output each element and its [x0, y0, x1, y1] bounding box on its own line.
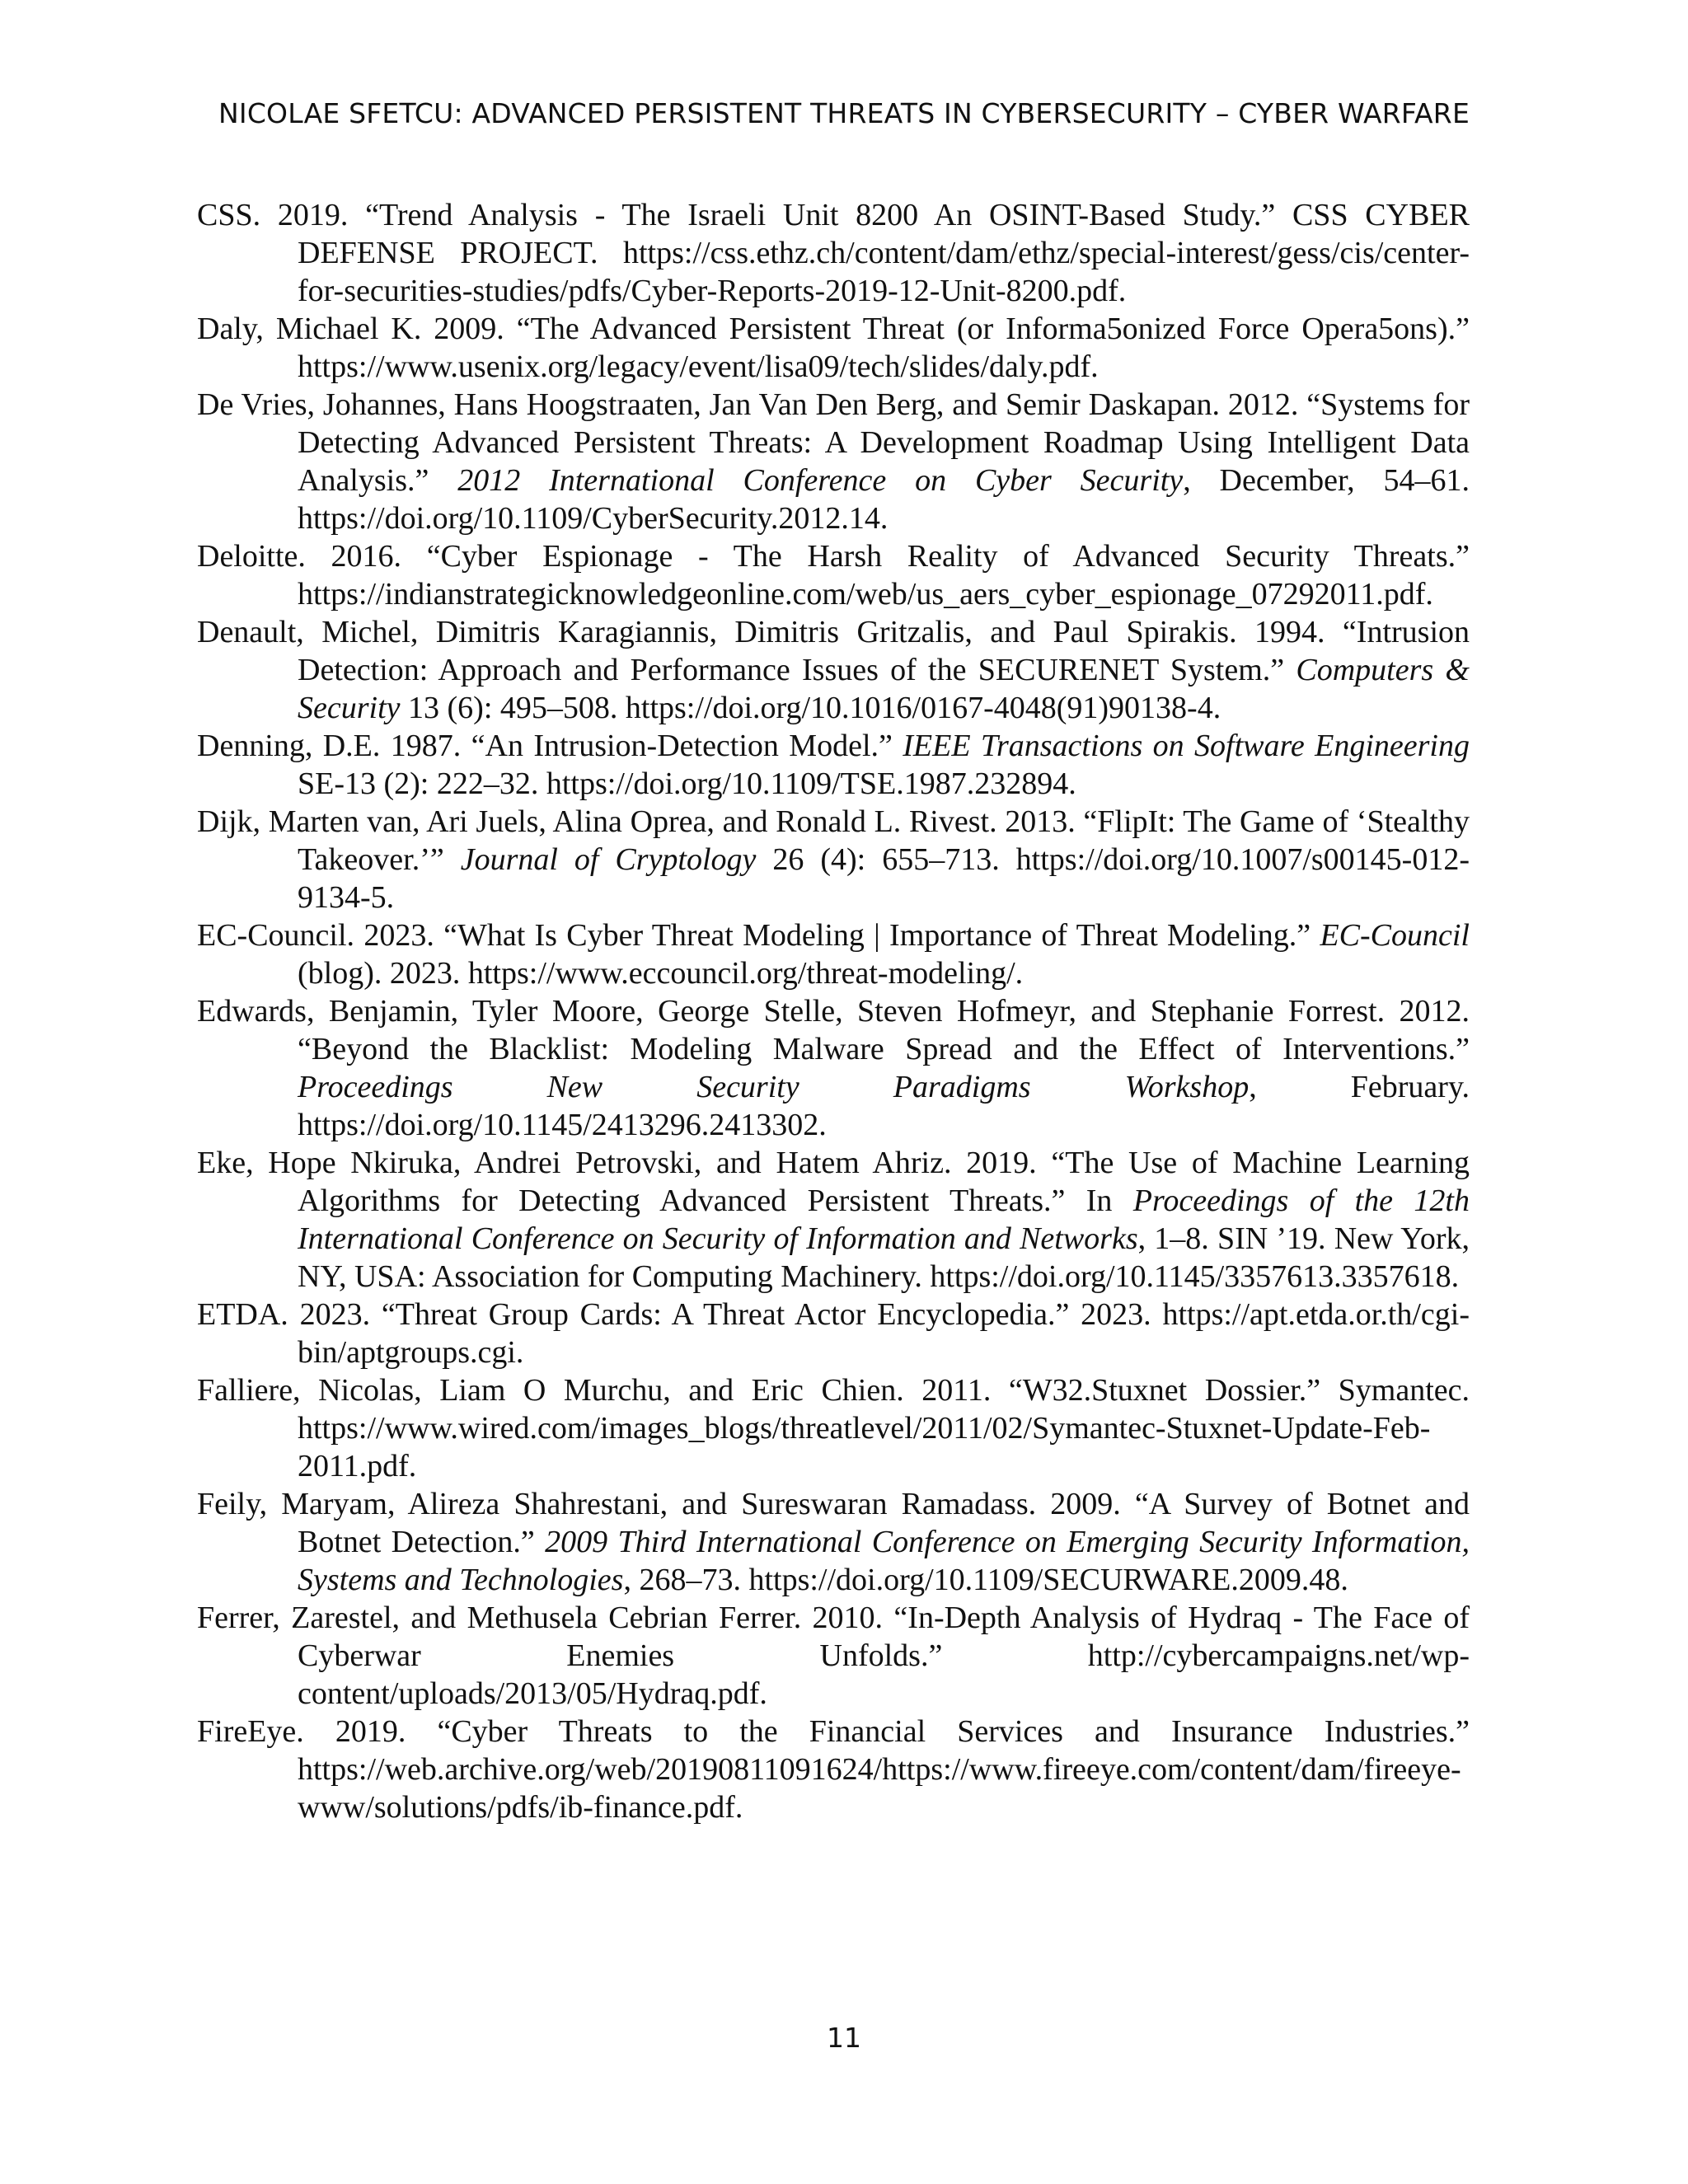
reference-text: Denault, Michel, Dimitris Karagiannis, Dimitris Gritzalis, and Paul Spirakis. 1994. “Intrusion Detection: Approach and Performance Issues of the SECURENET System.” — [197, 615, 1470, 687]
reference-text: FireEye. 2019. “Cyber Threats to the Financial Services and Insurance Industries.” https://web.archive.org/web/20190811091624/https://www.fireeye.com/content/dam/fireeye-www/solutions/pdfs/ib-finance.pdf. — [197, 1714, 1470, 1825]
reference-entry — [197, 1713, 1470, 1826]
reference-text-end: 26 (4): 655–713. https://doi.org/10.1007/s00145-012-9134-5. — [298, 842, 1470, 915]
reference-text-end: , February. https://doi.org/10.1145/2413296.2413302. — [298, 1070, 1470, 1142]
reference-entry — [197, 196, 1470, 310]
reference-text: Falliere, Nicolas, Liam O Murchu, and Eric Chien. 2011. “W32.Stuxnet Dossier.” Symantec. https://www.wired.com/images_blogs/threatlevel/2011/02/Symantec-Stuxnet-Update-Feb-2011.pdf. — [197, 1373, 1470, 1483]
reference-text-end: , December, 54–61. https://doi.org/10.1109/CyberSecurity.2012.14. — [298, 463, 1470, 536]
reference-text: Dijk, Marten van, Ari Juels, Alina Oprea, and Ronald L. Rivest. 2013. “FlipIt: The Game of ‘Stealthy Takeover.’” — [197, 804, 1470, 877]
reference-entry — [197, 1485, 1470, 1599]
page-number: 11 — [827, 2022, 861, 2054]
reference-text: De Vries, Johannes, Hans Hoogstraaten, Jan Van Den Berg, and Semir Daskapan. 2012. “Systems for Detecting Advanced Persistent Threats: A Development Roadmap Using Intelligent Data Analysis.” — [197, 387, 1470, 498]
reference-text: Eke, Hope Nkiruka, Andrei Petrovski, and Hatem Ahriz. 2019. “The Use of Machine Learning Algorithms for Detecting Advanced Persistent Threats.” In — [197, 1146, 1470, 1218]
reference-text-end: , 268–73. https://doi.org/10.1109/SECURWARE.2009.48. — [623, 1563, 1348, 1597]
reference-title-italic: Journal of Cryptology — [460, 842, 757, 877]
reference-entry — [197, 537, 1470, 613]
reference-text: Denning, D.E. 1987. “An Intrusion-Detection Model.” — [197, 729, 903, 763]
reference-text-end: SE-13 (2): 222–32. https://doi.org/10.1109/TSE.1987.232894. — [298, 766, 1076, 801]
reference-title-italic: Computers & Security — [298, 653, 1470, 725]
reference-entry — [197, 727, 1470, 803]
reference-entry — [197, 1296, 1470, 1371]
reference-entry — [197, 916, 1470, 992]
reference-text: Deloitte. 2016. “Cyber Espionage - The Harsh Reality of Advanced Security Threats.” https://indianstrategicknowledgeonline.com/web/us_aers_cyber_espionage_07292011.pdf. — [197, 539, 1470, 612]
bibliography-list — [197, 196, 1470, 1826]
reference-entry — [197, 386, 1470, 537]
reference-entry — [197, 1599, 1470, 1713]
reference-title-italic: 2012 International Conference on Cyber Security — [457, 463, 1184, 498]
reference-entry — [197, 803, 1470, 916]
reference-title-italic: IEEE Transactions on Software Engineering — [903, 729, 1470, 763]
reference-text-end: , 1–8. SIN ’19. New York, NY, USA: Association for Computing Machinery. https://doi.org/10.1145/3357613.3357618. — [298, 1221, 1470, 1294]
reference-title-italic: EC-Council — [1320, 918, 1470, 953]
reference-text: ETDA. 2023. “Threat Group Cards: A Threat Actor Encyclopedia.” 2023. https://apt.etda.or.th/cgi-bin/aptgroups.cgi. — [197, 1297, 1470, 1370]
reference-text: EC-Council. 2023. “What Is Cyber Threat Modeling | Importance of Threat Modeling.” — [197, 918, 1320, 953]
reference-text: Daly, Michael K. 2009. “The Advanced Persistent Threat (or Informa5onized Force Opera5ons).” https://www.usenix.org/legacy/event/lisa09/tech/slides/daly.pdf. — [197, 312, 1470, 384]
reference-title-italic: 2009 Third International Conference on Emerging Security Information, Systems and Technologies — [298, 1525, 1470, 1597]
reference-text-end: 13 (6): 495–508. https://doi.org/10.1016/0167-4048(91)90138-4. — [400, 691, 1221, 725]
reference-text-end: (blog). 2023. https://www.eccouncil.org/threat-modeling/. — [298, 956, 1024, 991]
reference-text: Edwards, Benjamin, Tyler Moore, George Stelle, Steven Hofmeyr, and Stephanie Forrest. 2012. “Beyond the Blacklist: Modeling Malware Spread and the Effect of Interventions.” — [197, 994, 1470, 1066]
reference-entry — [197, 613, 1470, 727]
reference-text: CSS. 2019. “Trend Analysis - The Israeli Unit 8200 An OSINT-Based Study.” CSS CYBER DEFENSE PROJECT. https://css.ethz.ch/content/dam/ethz/special-interest/gess/cis/center-for-securities-studies/pdfs/Cyber-Reports-2019-12-Unit-8200.pdf. — [197, 198, 1470, 308]
reference-entry — [197, 992, 1470, 1144]
running-header: NICOLAE SFETCU: ADVANCED PERSISTENT THREATS IN CYBERSECURITY – CYBER WARFARE — [218, 97, 1470, 129]
reference-entry — [197, 1371, 1470, 1485]
reference-entry — [197, 310, 1470, 386]
reference-title-italic: Proceedings New Security Paradigms Workshop — [298, 1070, 1250, 1104]
reference-title-italic: Proceedings of the 12th International Conference on Security of Information and Networks — [298, 1183, 1470, 1256]
reference-text: Ferrer, Zarestel, and Methusela Cebrian Ferrer. 2010. “In-Depth Analysis of Hydraq - The Face of Cyberwar Enemies Unfolds.” http://cybercampaigns.net/wp-content/uploads/2013/05/Hydraq.pdf. — [197, 1601, 1470, 1711]
reference-entry — [197, 1144, 1470, 1296]
reference-text: Feily, Maryam, Alireza Shahrestani, and Sureswaran Ramadass. 2009. “A Survey of Botnet and Botnet Detection.” — [197, 1487, 1470, 1559]
